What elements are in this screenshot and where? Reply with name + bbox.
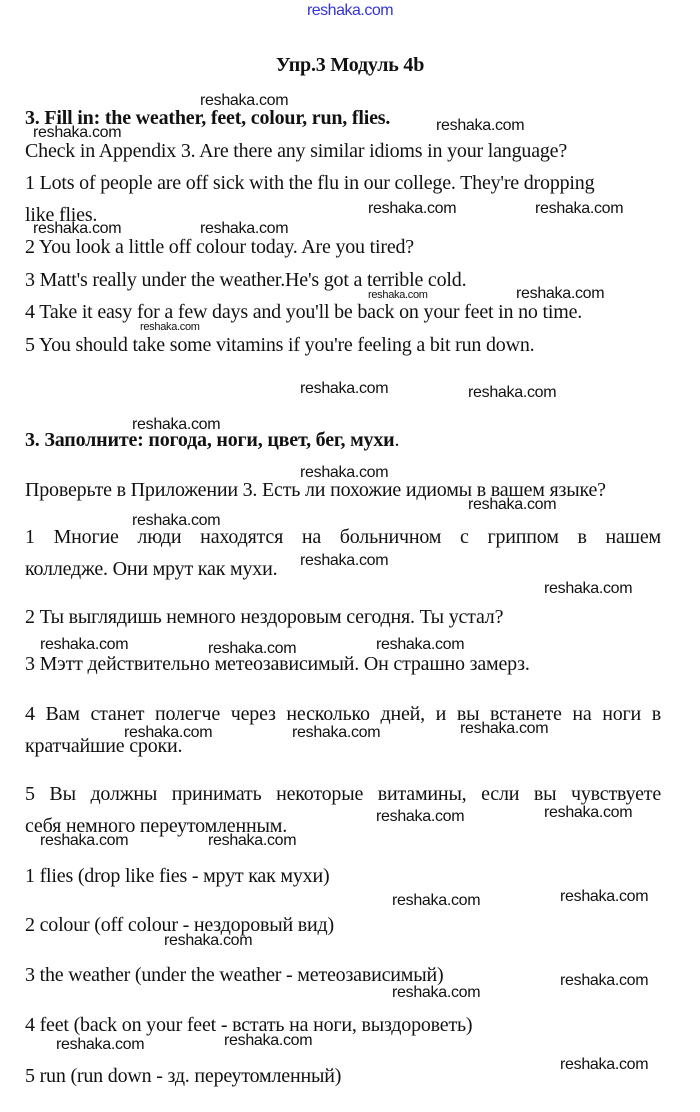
answer-1: 1 flies (drop like fies - мрут как мухи) <box>25 865 330 887</box>
watermark: reshaka.com <box>33 220 122 237</box>
russian-item-4: 4 Вам станет полегче через несколько дней, и вы встанете на ноги в <box>25 703 661 725</box>
watermark: reshaka.com <box>468 496 557 513</box>
russian-item-1-cont: колледже. Они мрут как мухи. <box>25 558 278 580</box>
watermark: reshaka.com <box>132 416 221 433</box>
english-item-3: 3 Matt's really under the weather.He's got a terrible cold. <box>25 269 467 291</box>
watermark: reshaka.com <box>544 580 633 597</box>
english-item-4: 4 Take it easy for a few days and you'll be back on your feet in no time. <box>25 301 583 323</box>
russian-task <box>25 427 661 453</box>
watermark: reshaka.com <box>376 808 465 825</box>
watermark: reshaka.com <box>560 1056 649 1073</box>
watermark: reshaka.com <box>300 464 389 481</box>
watermark: reshaka.com <box>516 285 605 302</box>
russian-item-5: 5 Вы должны принимать некоторые витамины, если вы чувствуете <box>25 783 661 805</box>
russian-task-bold: 3. Заполните: погода, ноги, цвет, бег, мухи <box>25 429 395 451</box>
watermark: reshaka.com <box>33 124 122 141</box>
site-watermark-link[interactable]: reshaka.com <box>306 2 394 19</box>
watermark: reshaka.com <box>436 117 525 134</box>
watermark: reshaka.com <box>560 972 649 989</box>
page-title: Упр.3 Модуль 4b <box>275 54 425 76</box>
watermark: reshaka.com <box>200 92 289 109</box>
russian-instruction: Проверьте в Приложении 3. Есть ли похожие идиомы в вашем языке? <box>25 479 606 501</box>
russian-item-2: 2 Ты выглядишь немного нездоровым сегодня. Ты устал? <box>25 606 504 628</box>
watermark: reshaka.com <box>140 321 200 333</box>
answer-5: 5 run (run down - зд. переутомленный) <box>25 1065 342 1087</box>
watermark: reshaka.com <box>208 640 297 657</box>
watermark: reshaka.com <box>56 1036 145 1053</box>
russian-item-3: 3 Мэтт действительно метеозависимый. Он страшно замерз. <box>25 653 530 675</box>
watermark: reshaka.com <box>368 289 428 301</box>
english-item-1-cont: like flies. <box>25 204 98 226</box>
watermark: reshaka.com <box>200 220 289 237</box>
english-instruction: Check in Appendix 3. Are there any similar idioms in your language? <box>25 140 568 162</box>
watermark: reshaka.com <box>132 512 221 529</box>
watermark: reshaka.com <box>300 380 389 397</box>
english-item-2: 2 You look a little off colour today. Are you tired? <box>25 236 414 258</box>
watermark: reshaka.com <box>300 552 389 569</box>
answer-2: 2 colour (off colour - нездоровый вид) <box>25 914 334 936</box>
watermark: reshaka.com <box>208 832 297 849</box>
answer-3: 3 the weather (under the weather - метеозависимый) <box>25 964 444 986</box>
watermark: reshaka.com <box>368 200 457 217</box>
watermark: reshaka.com <box>460 720 549 737</box>
watermark: reshaka.com <box>124 724 213 741</box>
watermark: reshaka.com <box>392 984 481 1001</box>
watermark: reshaka.com <box>376 636 465 653</box>
english-item-5: 5 You should take some vitamins if you're feeling a bit run down. <box>25 334 535 356</box>
watermark: reshaka.com <box>40 832 129 849</box>
watermark: reshaka.com <box>224 1032 313 1049</box>
english-item-1: 1 Lots of people are off sick with the flu in our college. They're dropping <box>25 172 595 194</box>
answer-4: 4 feet (back on your feet - встать на ноги, выздороветь) <box>25 1014 473 1036</box>
russian-item-1: 1 Многие люди находятся на больничном с гриппом в нашем <box>25 526 661 548</box>
watermark: reshaka.com <box>40 636 129 653</box>
watermark: reshaka.com <box>164 932 253 949</box>
watermark: reshaka.com <box>560 888 649 905</box>
watermark: reshaka.com <box>544 804 633 821</box>
watermark: reshaka.com <box>468 384 557 401</box>
english-task: 3. Fill in: the weather, feet, colour, run, flies. <box>25 107 391 129</box>
russian-item-4-cont: кратчайшие сроки. <box>25 735 183 757</box>
watermark: reshaka.com <box>392 892 481 909</box>
russian-item-5-cont: себя немного переутомленным. <box>25 815 287 837</box>
watermark: reshaka.com <box>292 724 381 741</box>
russian-task-end: . <box>394 429 400 451</box>
watermark: reshaka.com <box>535 200 624 217</box>
